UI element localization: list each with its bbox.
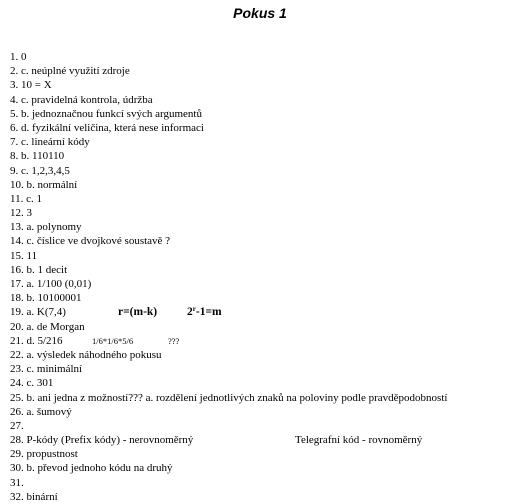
list-item [10, 149, 515, 163]
answer-text: 13. a. polynomy [10, 221, 82, 234]
list-item [10, 348, 515, 362]
answer-text: 8. b. 110110 [10, 150, 65, 163]
list-item [10, 334, 515, 348]
answer-text: 12. 3 [10, 207, 32, 220]
list-item [10, 234, 515, 248]
list-item [10, 277, 515, 291]
list-item [10, 476, 515, 490]
answer-text: 15. 11 [10, 249, 38, 262]
list-item [10, 93, 515, 107]
probability-calc: 1/6*1/6*5/6 [92, 335, 134, 346]
answer-text: 3. 10 = X [10, 79, 52, 92]
list-item [10, 447, 515, 461]
list-item [10, 220, 515, 234]
answer-text: 29. propustnost [10, 448, 78, 461]
list-item [10, 362, 515, 376]
answer-text: 5. b. jednoznačnou funkcí svých argumentů [10, 107, 202, 120]
answer-text: 11. c. 1 [10, 192, 42, 205]
answer-text: 20. a. de Morgan [10, 320, 85, 333]
answer-text: 17. a. 1/100 (0,01) [10, 278, 92, 290]
list-item [10, 405, 515, 419]
list-item [10, 192, 515, 206]
list-item [10, 206, 515, 220]
formula-base: 2 [187, 306, 193, 319]
answer-text: 19. a. K(7,4) [10, 306, 66, 319]
list-item [10, 121, 515, 135]
answer-text: 28. P-kódy (Prefix kódy) - nerovnoměrný [10, 434, 194, 447]
formula-hamming [187, 305, 222, 319]
answer-text: 30. b. převod jednoho kódu na druhý [10, 462, 173, 475]
answer-text: 16. b. 1 decit [10, 263, 68, 276]
formula-redundancy: r=(m-k) [118, 306, 158, 319]
list-item [10, 78, 515, 92]
answer-text: 23. c. minimální [10, 363, 83, 376]
answer-text: 24. c. 301 [10, 377, 54, 390]
list-item [10, 461, 515, 475]
list-item [10, 263, 515, 277]
answer-text: 9. c. 1,2,3,4,5 [10, 164, 70, 177]
telegraph-code-note: Telegrafní kód - rovnoměrný [295, 434, 423, 447]
answer-text: 32. binární [10, 490, 58, 503]
answer-text: 27. [10, 419, 24, 432]
list-item [10, 178, 515, 192]
list-item [10, 490, 515, 504]
formula-rest: -1=m [195, 306, 222, 319]
answer-text: 10. b. normální [10, 178, 78, 191]
list-item [10, 433, 515, 447]
answer-text: 21. d. 5/216 [10, 334, 63, 347]
list-item [10, 376, 515, 390]
answer-text: 7. c. lineární kódy [10, 136, 90, 149]
answer-text: 25. b. ani jedna z možností??? a. rozdělení jednotlivých znaků na poloviny podle pravděpodobností [10, 391, 448, 404]
answer-text: 14. c. číslice ve dvojkové soustavě ? [10, 235, 171, 248]
list-item [10, 391, 515, 405]
formula-exponent: r [192, 305, 196, 314]
answer-text: 22. a. výsledek náhodného pokusu [10, 348, 162, 361]
list-item [10, 305, 515, 319]
list-item [10, 320, 515, 334]
answer-text: 31. [10, 476, 24, 489]
answer-list [10, 50, 515, 504]
list-item [10, 64, 515, 78]
list-item [10, 291, 515, 305]
answer-text: 6. d. fyzikální veličina, která nese informaci [10, 121, 204, 134]
list-item [10, 164, 515, 178]
answer-text: 4. c. pravidelná kontrola, údržba [10, 93, 153, 106]
uncertainty-note: ??? [168, 335, 180, 346]
answer-text: 2. c. neúplné využití zdroje [10, 65, 130, 78]
list-item [10, 419, 515, 433]
page-title: Pokus 1 [233, 5, 287, 21]
list-item [10, 249, 515, 263]
answer-text: 18. b. 10100001 [10, 292, 82, 305]
answer-text: 26. a. šumový [10, 405, 72, 418]
list-item [10, 50, 515, 64]
list-item [10, 135, 515, 149]
list-item [10, 107, 515, 121]
answer-text: 1. 0 [10, 51, 27, 63]
